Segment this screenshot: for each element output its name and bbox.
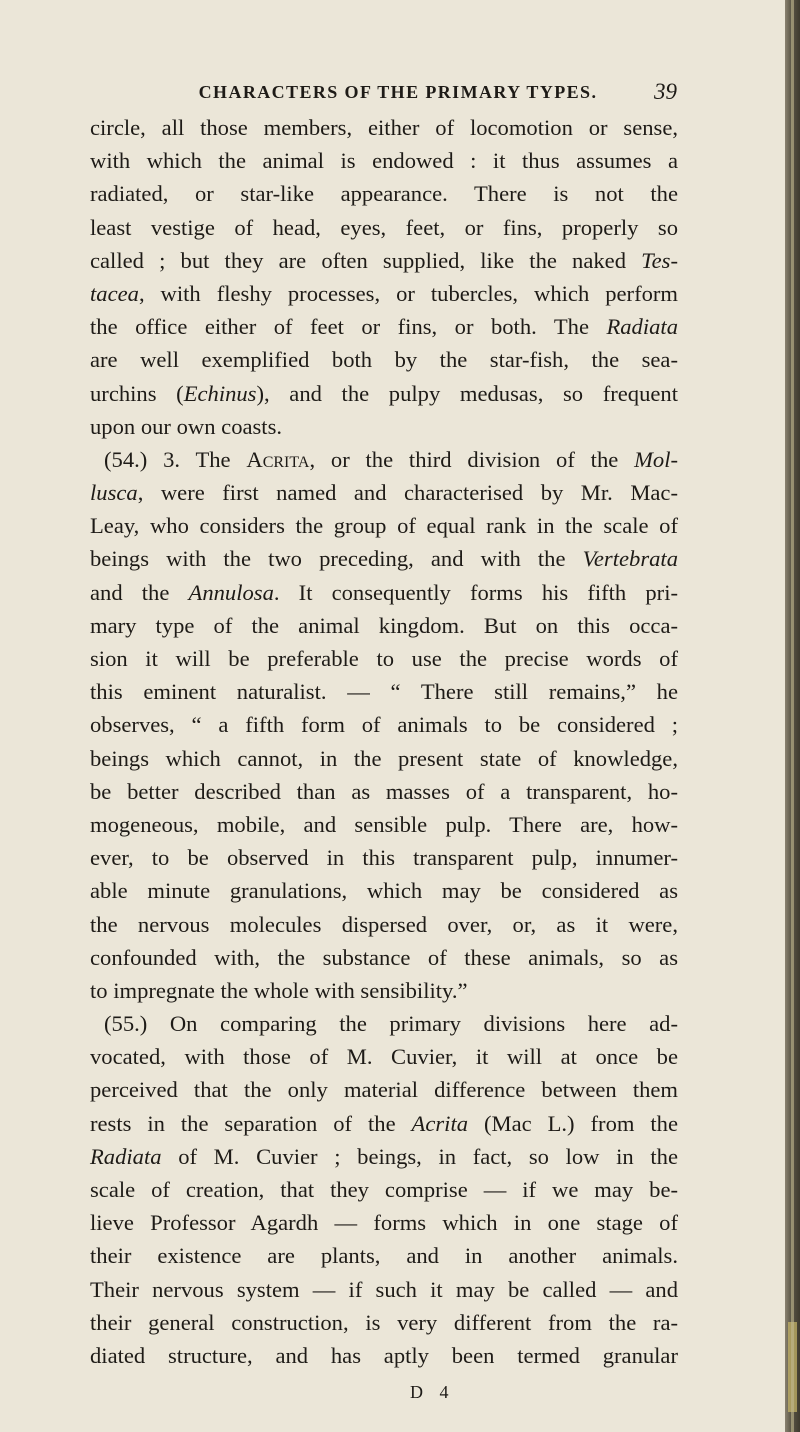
text-line: called ; but they are often supplied, like the naked Tes- bbox=[90, 247, 678, 273]
text-line: vocated, with those of M. Cuvier, it will at once be bbox=[90, 1044, 678, 1070]
page-number: 39 bbox=[654, 79, 677, 104]
text-line: Radiata of M. Cuvier ; beings, in fact, so low in the bbox=[90, 1143, 678, 1169]
signature-mark: D 4 bbox=[410, 1382, 455, 1402]
text-line: confounded with, the substance of these animals, so as bbox=[90, 944, 678, 970]
text-line: observes, “ a fifth form of animals to be considered ; bbox=[90, 712, 678, 738]
text-line: circle, all those members, either of locomotion or sense, bbox=[90, 115, 678, 140]
text-line: beings which cannot, in the present state of knowledge, bbox=[90, 745, 678, 771]
text-line: diated structure, and has aptly been termed granular bbox=[90, 1342, 678, 1368]
text-line: to impregnate the whole with sensibility.” bbox=[90, 977, 468, 1003]
text-line: mogeneous, mobile, and sensible pulp. There are, how- bbox=[90, 811, 678, 837]
running-head: CHARACTERS OF THE PRIMARY TYPES. bbox=[198, 82, 598, 102]
text-line: radiated, or star-like appearance. There is not the bbox=[90, 181, 678, 207]
text-line: (54.) 3. The Acrita, or the third division of the Mol- bbox=[104, 446, 678, 472]
text-line: their general construction, is very different from the ra- bbox=[90, 1309, 678, 1335]
text-line: the nervous molecules dispersed over, or, as it were, bbox=[90, 911, 678, 937]
text-line: are well exemplified both by the star-fish, the sea- bbox=[90, 347, 678, 373]
text-line: urchins (Echinus), and the pulpy medusas, so frequent bbox=[90, 380, 679, 406]
text-line: (55.) On comparing the primary divisions here ad- bbox=[104, 1011, 678, 1037]
text-line: ever, to be observed in this transparent pulp, innumer- bbox=[90, 845, 678, 871]
text-line: least vestige of head, eyes, feet, or fins, properly so bbox=[90, 214, 678, 240]
text-line: sion it will be preferable to use the precise words of bbox=[90, 646, 678, 671]
text-line: Leay, who considers the group of equal rank in the scale of bbox=[90, 513, 678, 539]
binding-tick bbox=[788, 1322, 797, 1412]
binding-edge bbox=[785, 0, 800, 1432]
text-line: their existence are plants, and in another animals. bbox=[90, 1243, 678, 1269]
text-line: the office either of feet or fins, or both. The Radiata bbox=[90, 314, 678, 340]
text-line: perceived that the only material difference between them bbox=[90, 1077, 678, 1103]
text-line: be better described than as masses of a transparent, ho- bbox=[90, 778, 678, 804]
text-line: this eminent naturalist. — “ There still remains,” he bbox=[90, 679, 678, 705]
text-line: tacea, with fleshy processes, or tubercles, which perform bbox=[90, 280, 678, 306]
text-line: mary type of the animal kingdom. But on this occa- bbox=[90, 612, 678, 638]
text-line: and the Annulosa. It consequently forms his fifth pri- bbox=[90, 579, 678, 605]
text-line: able minute granulations, which may be considered as bbox=[90, 878, 678, 904]
text-line: lieve Professor Agardh — forms which in one stage of bbox=[90, 1210, 678, 1236]
text-line: scale of creation, that they comprise — if we may be- bbox=[90, 1177, 678, 1202]
text-line: lusca, were first named and characterised by Mr. Mac- bbox=[90, 480, 678, 506]
text-line: Their nervous system — if such it may be called — and bbox=[90, 1276, 678, 1302]
text-line: rests in the separation of the Acrita (Mac L.) from the bbox=[90, 1110, 678, 1136]
text-line: upon our own coasts. bbox=[90, 413, 283, 439]
body-text bbox=[90, 111, 678, 1372]
text-line: with which the animal is endowed : it thus assumes a bbox=[90, 148, 678, 174]
text-line: beings with the two preceding, and with the Vertebrata bbox=[90, 546, 678, 572]
